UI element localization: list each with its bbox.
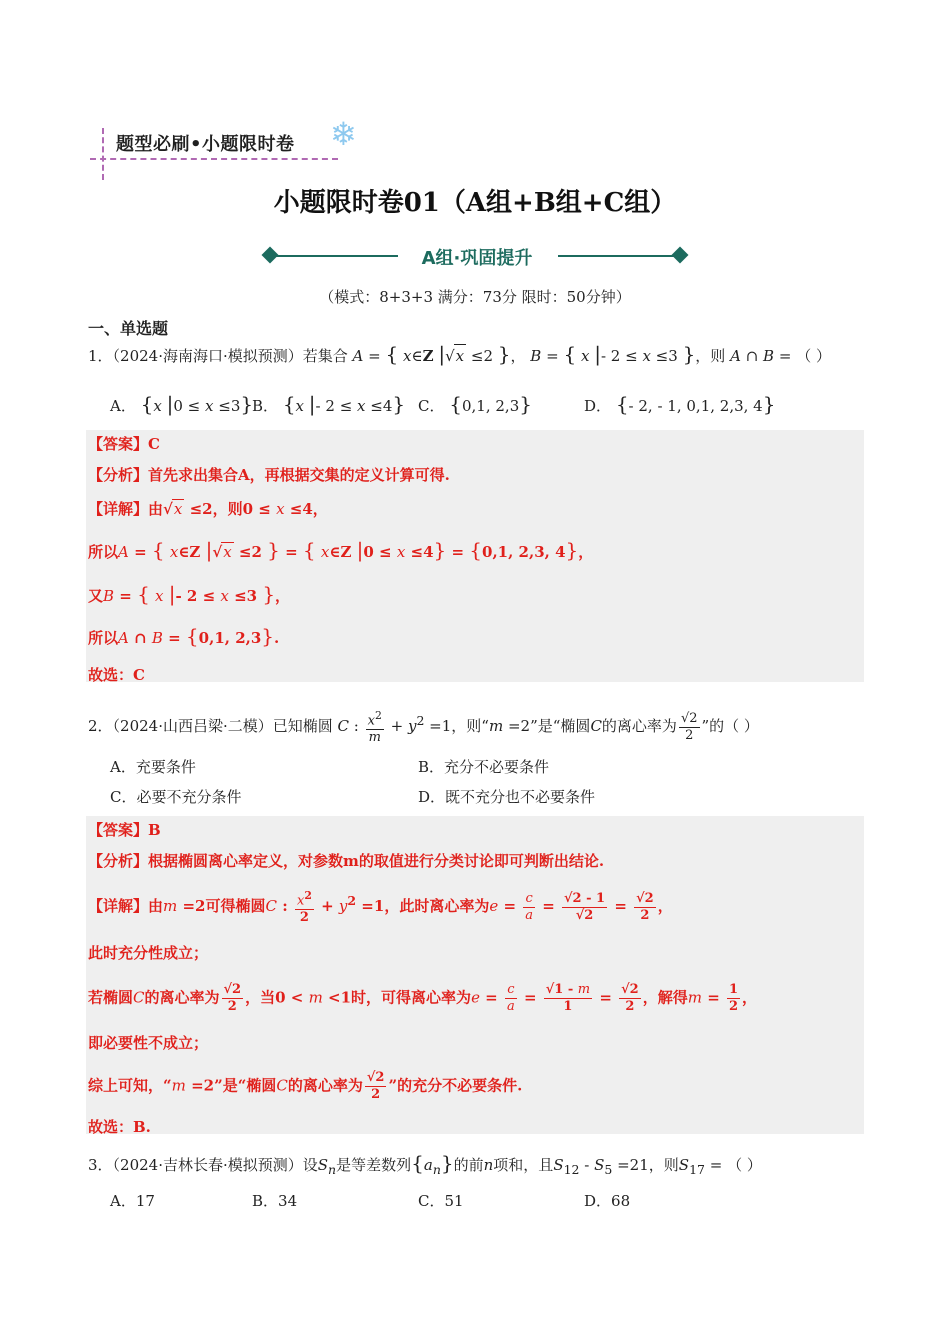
exam-mode: （模式：8+3+3 满分：73分 限时：50分钟） — [319, 288, 631, 306]
q1-option-b[interactable]: B． {x |- 2 ≤ x ≤4} — [252, 392, 406, 416]
header-badge — [90, 115, 370, 176]
q2-option-b[interactable]: B．充分不必要条件 — [418, 758, 550, 776]
q1-set-a: 所以A = { x∈Z |√x ≤2 } = { x∈Z |0 ≤ x ≤4} = {0,1, 2,3, 4}， — [88, 538, 594, 562]
q1-option-a[interactable]: A． {x |0 ≤ x ≤3} — [110, 392, 254, 416]
section-heading: 一、单选题 — [88, 319, 169, 338]
q3-option-b[interactable]: B．34 — [252, 1192, 298, 1210]
q2-detail: 【详解】由m =2可得椭圆C : $\frac{x^2}{2}$ + $y^2 =1$，此时离心率为e = $\frac{c}{a}$ = $\frac{√2 - 1}{√2}$ = $\frac{√2}{2}$ ， — [88, 889, 673, 926]
question-1: 1．（2024·海南海口·模拟预测）若集合 A = { x∈Z |√x ≤2 }， B = { x |- 2 ≤ x ≤3 }，则 A ∩ B = （ ） — [88, 342, 831, 366]
q1-set-b: 又B = { x |- 2 ≤ x ≤3 }， — [88, 582, 291, 606]
section-bar-label: A组·巩固提升 — [421, 248, 533, 269]
badge-text: 题型必刷•小题限时卷 — [116, 134, 295, 155]
q1-detail: 【详解】由√x ≤2，则0 ≤ x ≤4， — [88, 500, 328, 518]
q2-answer-box — [86, 816, 864, 1134]
q2-choice: 故选：B. — [88, 1118, 151, 1136]
section-bar — [262, 242, 692, 270]
badge-underline — [90, 158, 338, 160]
q3-option-c[interactable]: C．51 — [418, 1192, 464, 1210]
q1-analysis: 【分析】首先求出集合A，再根据交集的定义计算可得. — [88, 466, 450, 484]
q2-conclusion: 综上可知，“m =2”是“椭圆C的离心率为 $\frac{√2}{2}$ ”的充分不必要条件. — [88, 1070, 523, 1102]
q1-option-d[interactable]: D． {- 2, - 1, 0,1, 2,3, 4} — [584, 392, 776, 416]
q3-option-a[interactable]: A．17 — [110, 1192, 155, 1210]
bar-line-left — [276, 255, 398, 257]
q1-option-c[interactable]: C． {0,1, 2,3} — [418, 392, 532, 416]
page-title: 小题限时卷01（A组+B组+C组） — [273, 188, 677, 218]
question-2: 2．（2024·山西吕梁·二模）已知椭圆 C : $\frac{x^2}{m}$ + $y^2 =1$，则“m =2”是“椭圆C的离心率为 $\frac{√2}{2}$ ”的（ ） — [88, 709, 759, 746]
badge-divider — [102, 128, 104, 180]
q1-choice: 故选：C — [88, 666, 145, 684]
bar-line-right — [558, 255, 678, 257]
q2-converse: 若椭圆C的离心率为 $\frac{√2}{2}$ ，当0 < m <1时，可得离心率为e = $\frac{c}{a}$ = $\frac{√1 - m}{1}$ = $\frac{√2}{2}$ ，解得m = $\frac{1}{2}$ ， — [88, 982, 758, 1014]
q2-option-d[interactable]: D．既不充分也不必要条件 — [418, 788, 596, 806]
q1-intersection: 所以A ∩ B = {0,1, 2,3}. — [88, 624, 280, 648]
diamond-right-icon — [672, 247, 689, 264]
q2-sufficiency: 此时充分性成立； — [88, 944, 209, 962]
q1-answer: 【答案】C — [88, 435, 160, 453]
question-3: 3．（2024·吉林长春·模拟预测）设$S_n$是等差数列$\{a_n\}$的前n项和，且$S_{12} - S_5 =21$，则$S_{17}$ = （ ） — [88, 1151, 762, 1177]
q2-option-a[interactable]: A．充要条件 — [110, 758, 196, 776]
snowflake-icon: ❄ — [330, 115, 357, 153]
q2-answer: 【答案】B — [88, 821, 161, 839]
q1-answer-box — [86, 430, 864, 682]
q2-option-c[interactable]: C．必要不充分条件 — [110, 788, 242, 806]
q2-necessity: 即必要性不成立； — [88, 1034, 209, 1052]
q2-analysis: 【分析】根据椭圆离心率定义，对参数m的取值进行分类讨论即可判断出结论. — [88, 852, 605, 870]
q3-option-d[interactable]: D．68 — [584, 1192, 631, 1210]
